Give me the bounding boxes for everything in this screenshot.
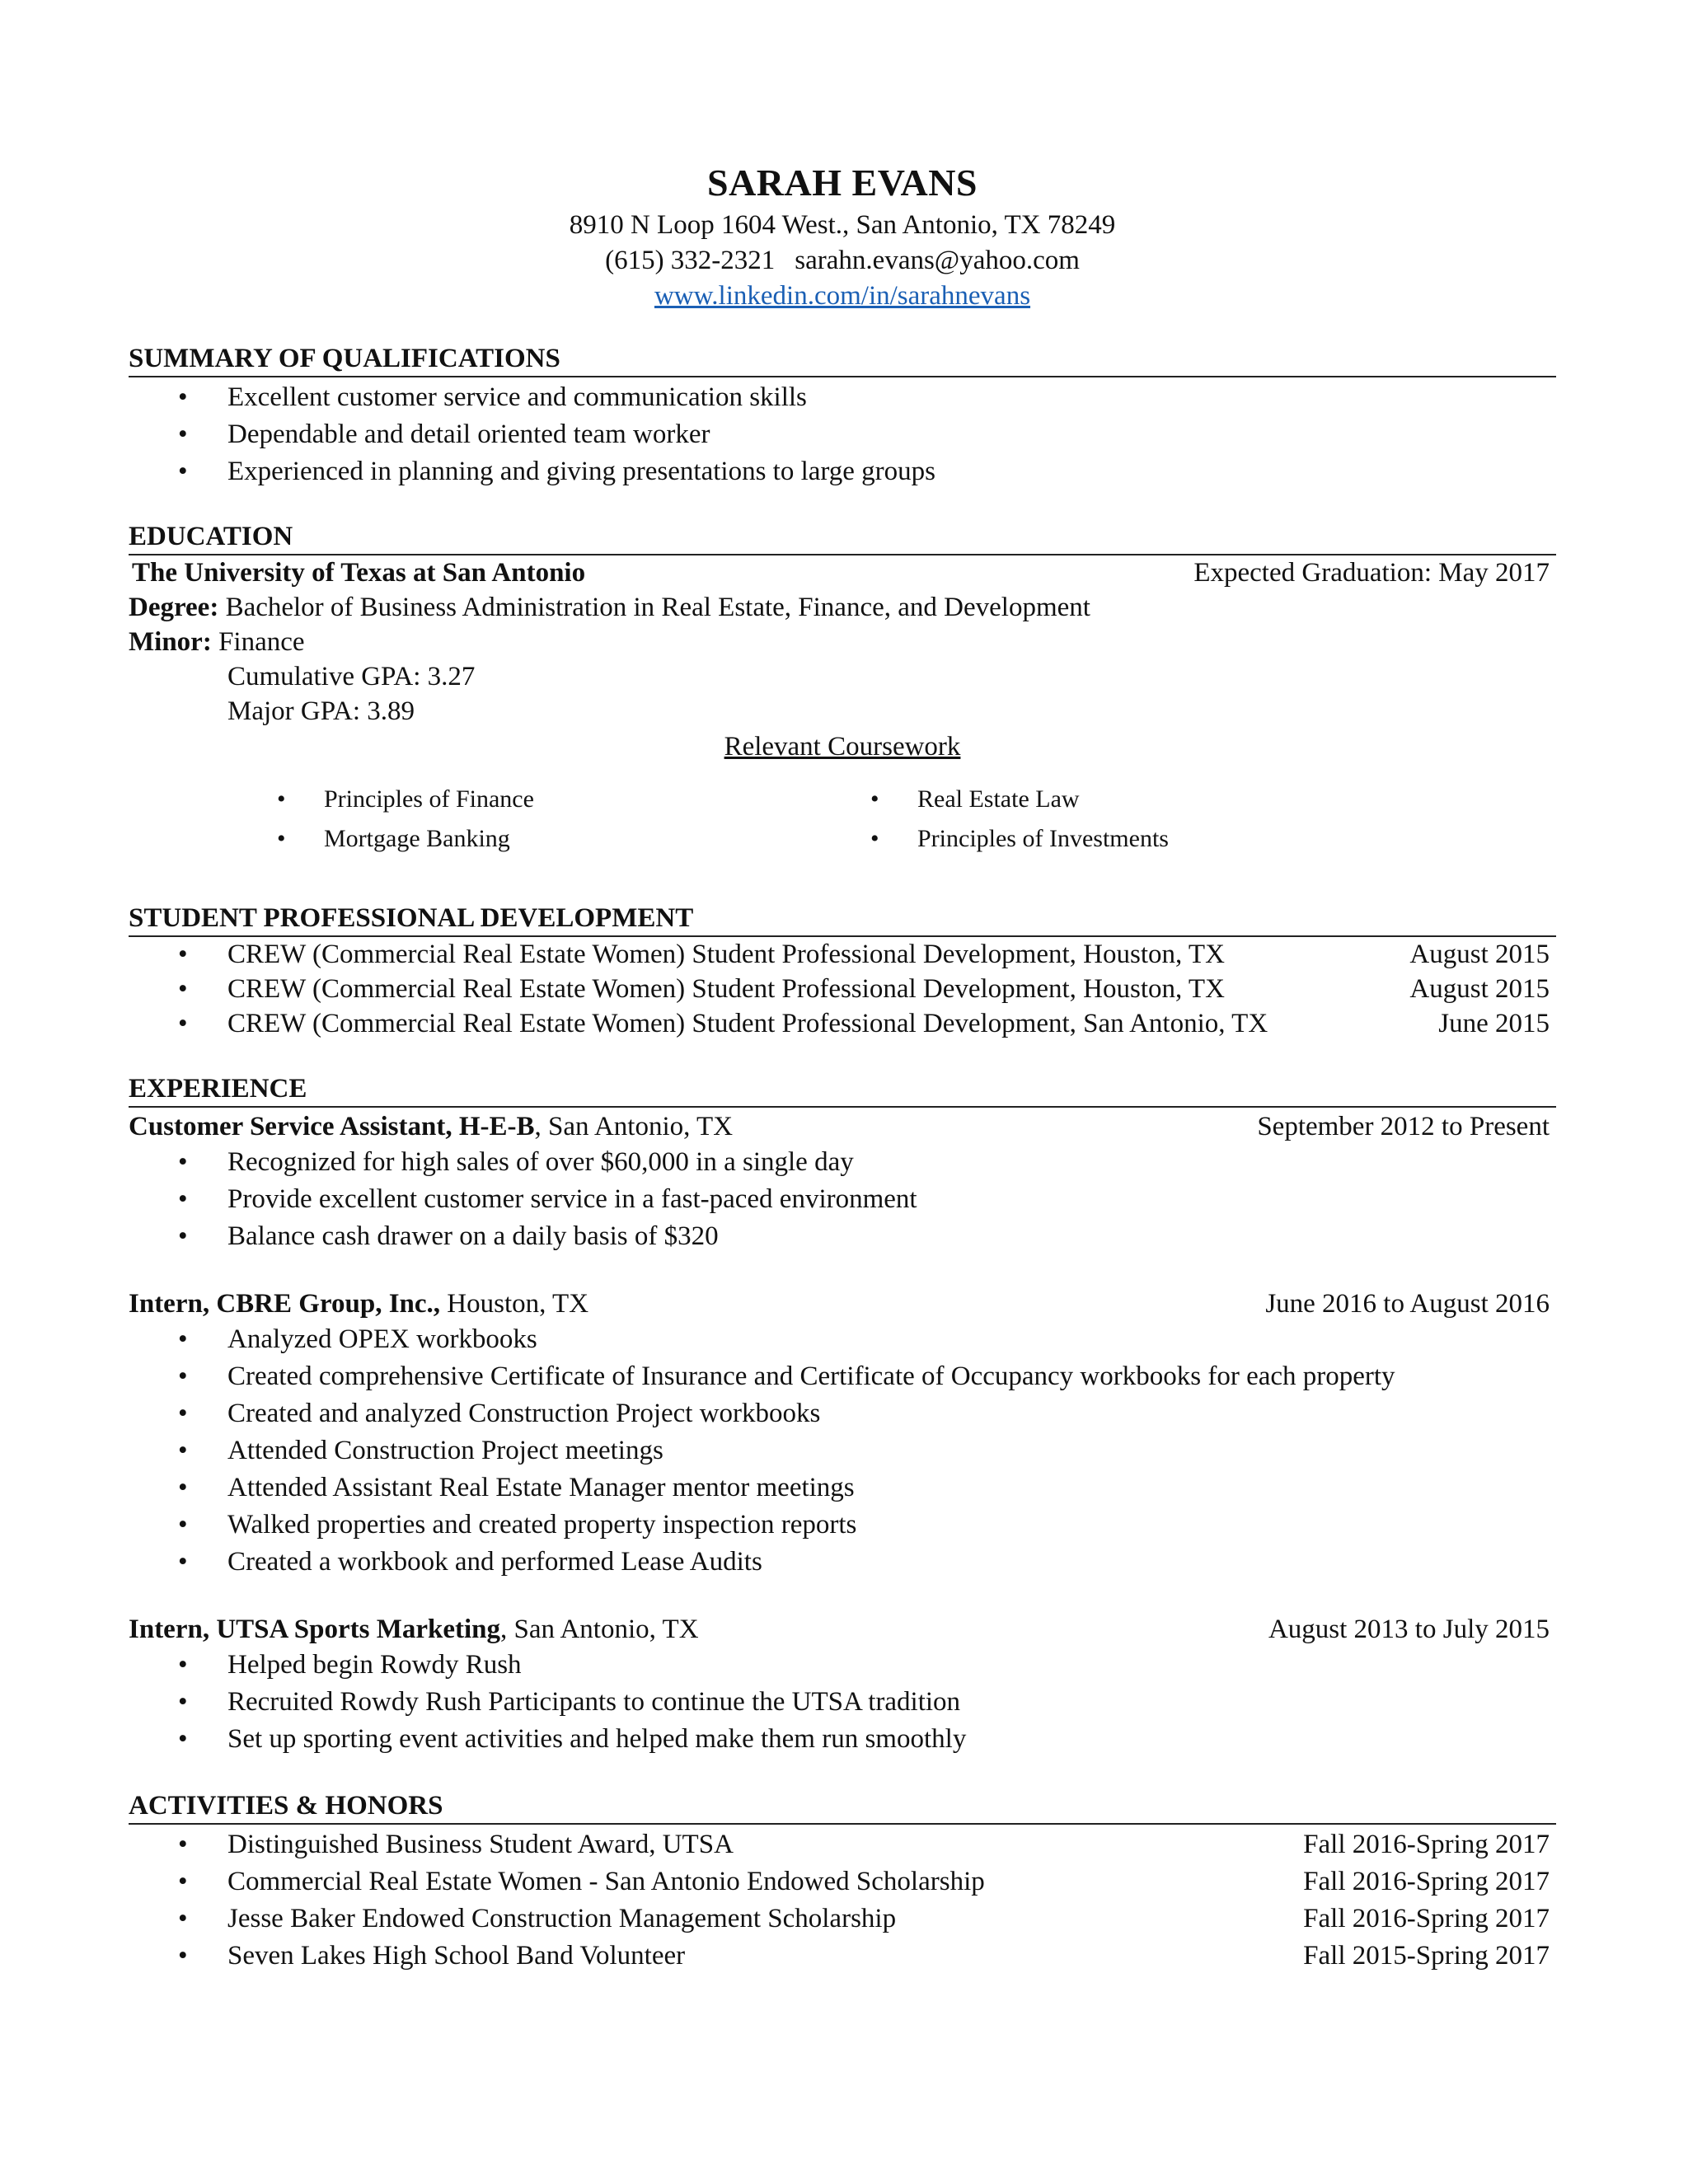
bullet-icon: • bbox=[178, 1184, 188, 1214]
bullet-icon: • bbox=[178, 974, 188, 1004]
summary-section bbox=[129, 342, 1556, 490]
list-item-text: Commercial Real Estate Women - San Antonio Endowed Scholarship bbox=[227, 1867, 985, 1896]
bullet-icon: • bbox=[277, 785, 286, 813]
list-item bbox=[129, 937, 1556, 972]
list-item bbox=[129, 972, 1556, 1006]
job-header bbox=[129, 1612, 1556, 1647]
bullet-icon: • bbox=[178, 1904, 188, 1933]
activities-title: ACTIVITIES & HONORS bbox=[129, 1789, 1556, 1825]
list-item-text: Provide excellent customer service in a fast-paced environment bbox=[227, 1184, 917, 1214]
list-item-text: CREW (Commercial Real Estate Women) Student Professional Development, Houston, TX bbox=[227, 974, 1225, 1004]
job-location: , San Antonio, TX bbox=[534, 1112, 734, 1141]
job-header bbox=[129, 1286, 1556, 1321]
degree-value: Bachelor of Business Administration in Real Estate, Finance, and Development bbox=[225, 593, 1090, 622]
list-item bbox=[129, 1826, 1556, 1863]
list-item-text: Created comprehensive Certificate of Insurance and Certificate of Occupancy workbooks for each property bbox=[227, 1361, 1395, 1391]
cumulative-gpa: Cumulative GPA: 3.27 bbox=[227, 662, 476, 691]
list-item bbox=[129, 1684, 1556, 1721]
bullet-icon: • bbox=[178, 1473, 188, 1502]
list-item-text: CREW (Commercial Real Estate Women) Student Professional Development, San Antonio, TX bbox=[227, 1009, 1268, 1038]
list-item-date: Fall 2015-Spring 2017 bbox=[1303, 1941, 1550, 1971]
minor-label: Minor: bbox=[129, 627, 212, 657]
job-dates: September 2012 to Present bbox=[1257, 1112, 1550, 1141]
resume-header bbox=[129, 158, 1556, 314]
job-heading bbox=[129, 1612, 699, 1647]
coursework-item bbox=[277, 819, 870, 859]
list-item-text: Excellent customer service and communication skills bbox=[227, 382, 807, 412]
minor-value: Finance bbox=[218, 627, 305, 657]
coursework-item bbox=[277, 780, 870, 819]
education-title: EDUCATION bbox=[129, 520, 1556, 555]
list-item bbox=[129, 1321, 1556, 1358]
job-title: Customer Service Assistant, H-E-B bbox=[129, 1112, 535, 1141]
list-item bbox=[129, 1507, 1556, 1544]
linkedin-link[interactable]: www.linkedin.com/in/sarahnevans bbox=[654, 281, 1031, 311]
address: 8910 N Loop 1604 West., San Antonio, TX 78249 bbox=[569, 210, 1116, 240]
summary-list bbox=[129, 379, 1556, 490]
coursework-item bbox=[870, 780, 1464, 819]
coursework-text: Real Estate Law bbox=[917, 785, 1080, 813]
bullet-icon: • bbox=[178, 1361, 188, 1391]
list-item bbox=[129, 1900, 1556, 1938]
list-item-text: CREW (Commercial Real Estate Women) Student Professional Development, Houston, TX bbox=[227, 940, 1225, 969]
experience-title: EXPERIENCE bbox=[129, 1072, 1556, 1108]
bullet-icon: • bbox=[178, 1436, 188, 1465]
coursework-title: Relevant Coursework bbox=[724, 732, 961, 762]
email: sarahn.evans@yahoo.com bbox=[795, 246, 1080, 275]
development-title: STUDENT PROFESSIONAL DEVELOPMENT bbox=[129, 902, 1556, 937]
coursework-grid bbox=[129, 780, 1556, 859]
degree-label: Degree: bbox=[129, 593, 219, 622]
list-item bbox=[129, 1938, 1556, 1975]
list-item-text: Distinguished Business Student Award, UTSA bbox=[227, 1830, 734, 1859]
list-item-date: Fall 2016-Spring 2017 bbox=[1303, 1867, 1550, 1896]
job-bullets bbox=[129, 1647, 1556, 1758]
list-item bbox=[129, 1544, 1556, 1581]
bullet-icon: • bbox=[178, 1830, 188, 1859]
list-item bbox=[129, 1863, 1556, 1900]
bullet-icon: • bbox=[178, 1941, 188, 1971]
list-item-text: Analyzed OPEX workbooks bbox=[227, 1324, 537, 1354]
job-heading bbox=[129, 1109, 733, 1144]
bullet-icon: • bbox=[178, 1009, 188, 1038]
summary-title: SUMMARY OF QUALIFICATIONS bbox=[129, 342, 1556, 377]
bullet-icon: • bbox=[178, 419, 188, 449]
bullet-icon: • bbox=[870, 785, 879, 813]
bullet-icon: • bbox=[178, 1867, 188, 1896]
list-item-text: Jesse Baker Endowed Construction Management Scholarship bbox=[227, 1904, 897, 1933]
list-item-date: Fall 2016-Spring 2017 bbox=[1303, 1830, 1550, 1859]
list-item-text: Walked properties and created property inspection reports bbox=[227, 1510, 857, 1540]
bullet-icon: • bbox=[178, 1399, 188, 1428]
activities-section bbox=[129, 1789, 1556, 1975]
list-item-text: Created and analyzed Construction Project workbooks bbox=[227, 1399, 821, 1428]
list-item-date: June 2015 bbox=[1438, 1009, 1550, 1038]
list-item bbox=[129, 1358, 1556, 1395]
list-item-text: Dependable and detail oriented team worker bbox=[227, 419, 710, 449]
list-item bbox=[129, 1432, 1556, 1469]
list-item-text: Attended Assistant Real Estate Manager mentor meetings bbox=[227, 1473, 855, 1502]
bullet-icon: • bbox=[178, 1510, 188, 1540]
development-section bbox=[129, 902, 1556, 1041]
list-item bbox=[129, 379, 1556, 416]
coursework-text: Principles of Finance bbox=[324, 785, 534, 813]
job-entry bbox=[129, 1109, 1556, 1255]
job-bullets bbox=[129, 1144, 1556, 1255]
job-entry bbox=[129, 1286, 1556, 1581]
bullet-icon: • bbox=[178, 1724, 188, 1754]
minor-line bbox=[129, 625, 1556, 659]
list-item-date: August 2015 bbox=[1409, 940, 1550, 969]
list-item bbox=[129, 453, 1556, 490]
job-header bbox=[129, 1109, 1556, 1144]
coursework-text: Mortgage Banking bbox=[324, 825, 510, 852]
list-item bbox=[129, 1647, 1556, 1684]
job-location: , San Antonio, TX bbox=[500, 1615, 699, 1644]
bullet-icon: • bbox=[178, 940, 188, 969]
list-item bbox=[129, 1395, 1556, 1432]
job-title: Intern, UTSA Sports Marketing bbox=[129, 1615, 501, 1644]
list-item-text: Seven Lakes High School Band Volunteer bbox=[227, 1941, 686, 1971]
degree-line bbox=[129, 590, 1556, 625]
coursework-text: Principles of Investments bbox=[917, 825, 1169, 852]
school-row bbox=[129, 555, 1556, 590]
graduation-date: Expected Graduation: May 2017 bbox=[1193, 558, 1550, 588]
list-item-text: Recruited Rowdy Rush Participants to continue the UTSA tradition bbox=[227, 1687, 961, 1717]
bullet-icon: • bbox=[178, 457, 188, 486]
education-section bbox=[129, 520, 1556, 859]
bullet-icon: • bbox=[178, 1547, 188, 1577]
list-item bbox=[129, 1181, 1556, 1218]
list-item-text: Set up sporting event activities and helped make them run smoothly bbox=[227, 1724, 967, 1754]
bullet-icon: • bbox=[178, 1687, 188, 1717]
job-bullets bbox=[129, 1321, 1556, 1581]
activities-list bbox=[129, 1826, 1556, 1975]
school-name: The University of Texas at San Antonio bbox=[132, 558, 586, 588]
resume-content bbox=[129, 158, 1556, 1975]
job-heading bbox=[129, 1286, 588, 1321]
experience-section bbox=[129, 1072, 1556, 1758]
candidate-name: SARAH EVANS bbox=[706, 162, 978, 204]
job-title: Intern, CBRE Group, Inc., bbox=[129, 1289, 441, 1319]
bullet-icon: • bbox=[178, 1324, 188, 1354]
list-item-date: August 2015 bbox=[1409, 974, 1550, 1004]
list-item bbox=[129, 1469, 1556, 1507]
bullet-icon: • bbox=[178, 1650, 188, 1680]
list-item-text: Experienced in planning and giving presentations to large groups bbox=[227, 457, 936, 486]
list-item-date: Fall 2016-Spring 2017 bbox=[1303, 1904, 1550, 1933]
job-dates: June 2016 to August 2016 bbox=[1265, 1289, 1550, 1319]
linkedin-line bbox=[129, 279, 1556, 314]
coursework-item bbox=[870, 819, 1464, 859]
major-gpa: Major GPA: 3.89 bbox=[227, 696, 415, 726]
phone: (615) 332-2321 bbox=[605, 246, 776, 275]
bullet-icon: • bbox=[870, 825, 879, 852]
bullet-icon: • bbox=[178, 1221, 188, 1251]
list-item-text: Attended Construction Project meetings bbox=[227, 1436, 663, 1465]
bullet-icon: • bbox=[178, 1147, 188, 1177]
list-item bbox=[129, 1721, 1556, 1758]
job-dates: August 2013 to July 2015 bbox=[1268, 1615, 1550, 1644]
development-list bbox=[129, 937, 1556, 1041]
list-item-text: Created a workbook and performed Lease Audits bbox=[227, 1547, 762, 1577]
list-item bbox=[129, 416, 1556, 453]
bullet-icon: • bbox=[178, 382, 188, 412]
list-item bbox=[129, 1218, 1556, 1255]
contact-line bbox=[129, 243, 1556, 279]
job-location: Houston, TX bbox=[440, 1289, 589, 1319]
list-item bbox=[129, 1144, 1556, 1181]
list-item-text: Helped begin Rowdy Rush bbox=[227, 1650, 522, 1680]
list-item-text: Balance cash drawer on a daily basis of $320 bbox=[227, 1221, 719, 1251]
list-item-text: Recognized for high sales of over $60,000 in a single day bbox=[227, 1147, 854, 1177]
job-entry bbox=[129, 1612, 1556, 1758]
bullet-icon: • bbox=[277, 825, 286, 852]
list-item bbox=[129, 1006, 1556, 1041]
